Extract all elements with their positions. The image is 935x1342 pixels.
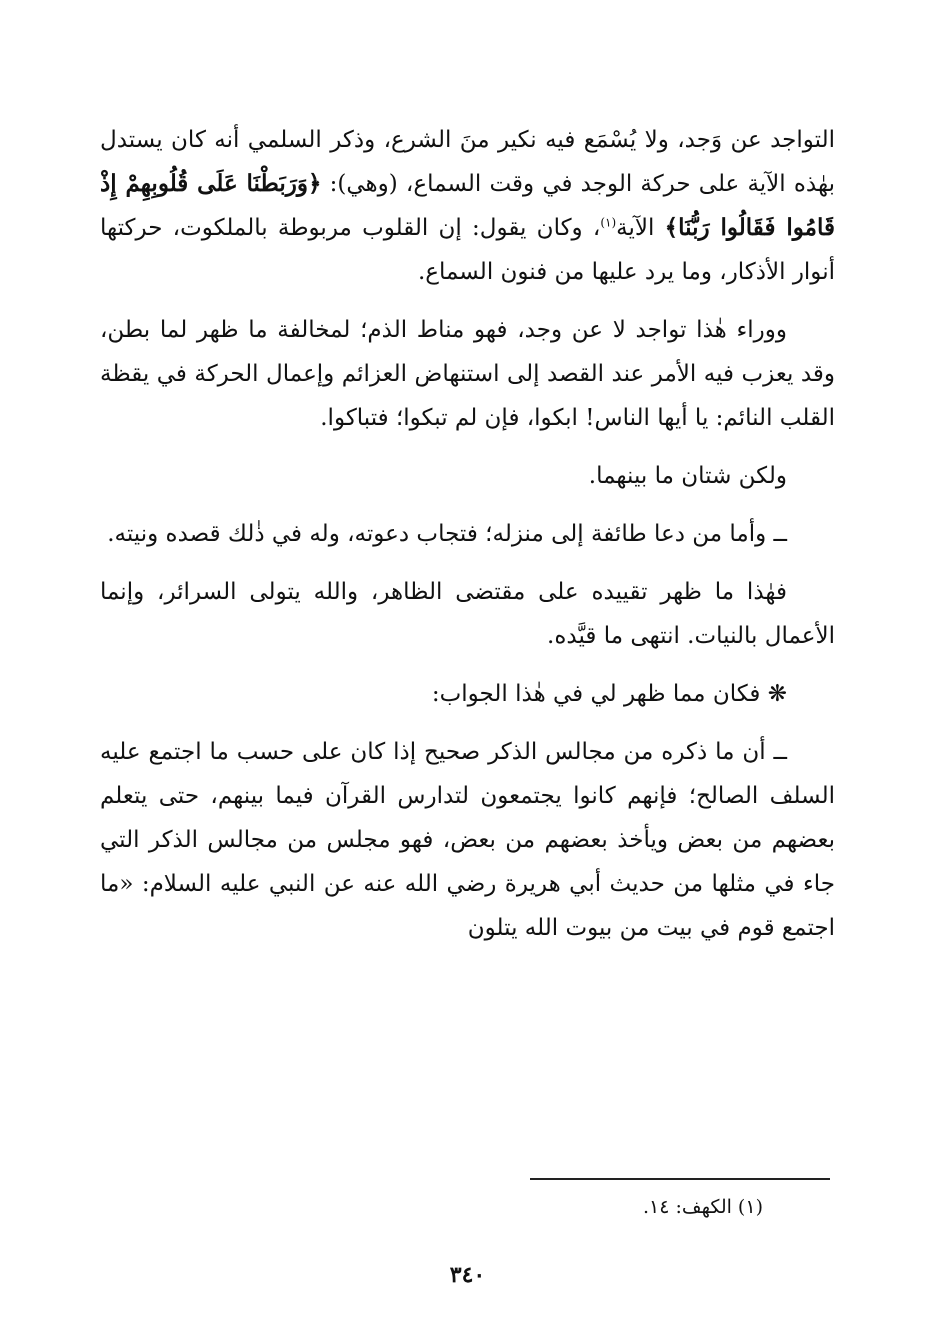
page-number: ٣٤٠ bbox=[449, 1262, 486, 1288]
paragraph-6: ❋ فكان مما ظهر لي في هٰذا الجواب: bbox=[431, 681, 787, 707]
paragraph-5: فهٰذا ما ظهر تقييده على مقتضى الظاهر، والله يتولى السرائر، وإنما الأعمال بالنيات. انتهى ما قيَّده. bbox=[100, 579, 835, 649]
paragraph-2: ووراء هٰذا تواجد لا عن وجد، فهو مناط الذم؛ لمخالفة ما ظهر لما بطن، وقد يعزب فيه الأمر عند القصد إلى استنهاض العزائم وإعمال الحركة في يقظة القلب النائم: يا أيها الناس! ابكوا، فإن لم تبكوا؛ فتباكوا. bbox=[100, 317, 835, 431]
paragraph-7: ــ أن ما ذكره من مجالس الذكر صحيح إذا كان على حسب ما اجتمع عليه السلف الصالح؛ فإنهم كانوا يجتمعون لتدارس القرآن فيما بينهم، حتى يتعلم بعضهم من بعض ويأخذ بعضهم من بعض، فهو مجلس من مجالس الذكر التي جاء في مثلها من حديث أبي هريرة رضي الله عنه عن النبي عليه السلام: «ما اجتمع قوم في بيت من بيوت الله يتلون bbox=[100, 739, 835, 941]
main-text bbox=[100, 118, 835, 964]
paragraph-4: ــ وأما من دعا طائفة إلى منزله؛ فتجاب دعوته، وله في ذٰلك قصده ونيته. bbox=[107, 521, 787, 547]
footnote: (١) الكهف: ١٤. bbox=[643, 1196, 763, 1218]
footnote-divider bbox=[530, 1178, 830, 1180]
paragraph-1-after-verse: الآية bbox=[616, 215, 665, 241]
paragraph-1-start: التواجد عن وَجد، ولا يُسْمَع فيه نكير منَ الشرع، وذكر السلمي أنه كان يستدل بهٰذه الآية على حركة الوجد في وقت السماع، (وهي): bbox=[100, 127, 835, 197]
paragraph-1-end: ، وكان يقول: إن القلوب مربوطة بالملكوت، حركتها أنوار الأذكار، وما يرد عليها من فنون السماع. bbox=[100, 215, 835, 285]
paragraph-3: ولكن شتان ما بينهما. bbox=[588, 463, 787, 489]
quran-verse: ﴿وَرَبَطْنَا عَلَى قُلُوبِهِمْ إِذْ قَامُوا فَقَالُوا رَبُّنَا﴾ bbox=[100, 170, 835, 241]
footnote-marker: (١) bbox=[600, 215, 617, 230]
paragraph-1 bbox=[100, 118, 835, 294]
